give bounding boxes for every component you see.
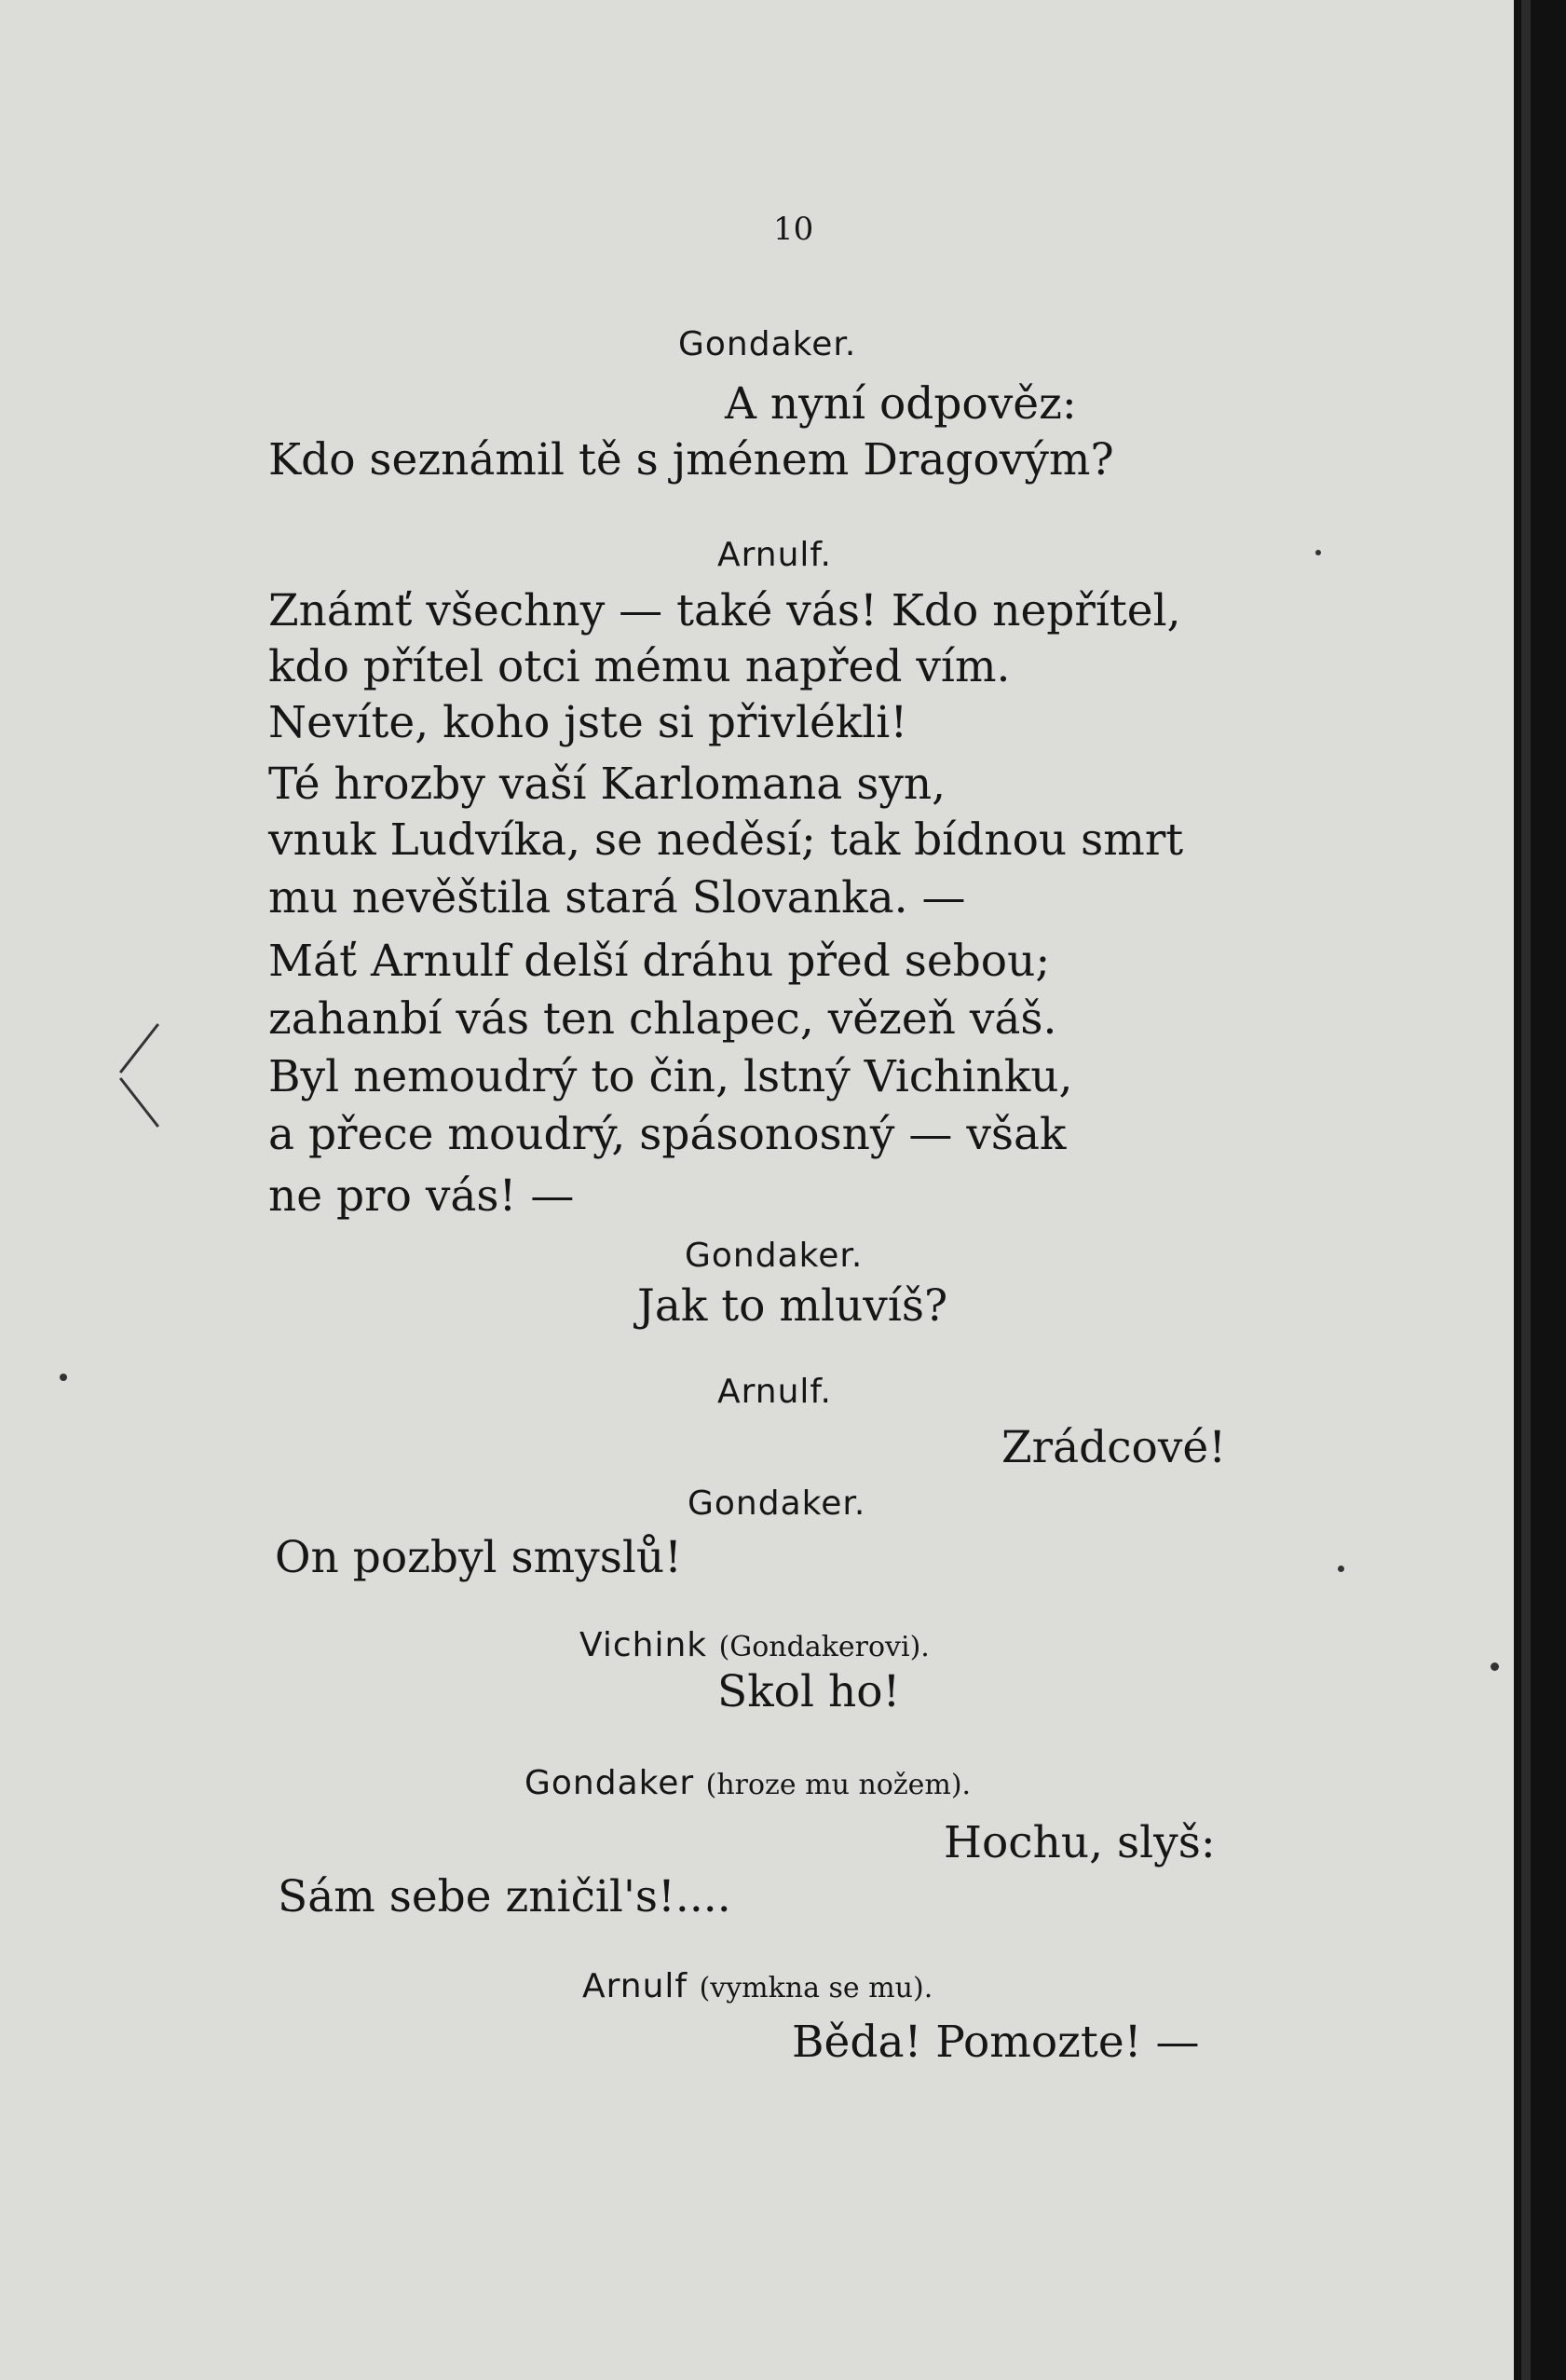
- verse-line: Hochu, slyš:: [944, 1817, 1216, 1868]
- speaker-label: Gondaker.: [678, 325, 857, 363]
- speaker-name: Arnulf: [582, 1967, 688, 2005]
- verse-line: Máť Arnulf delší dráhu před sebou;: [268, 936, 1051, 987]
- verse-line: kdo přítel otci mému napřed vím.: [268, 641, 1011, 692]
- verse-line: Známť všechny — také vás! Kdo nepřítel,: [268, 585, 1181, 636]
- speck: [1338, 1566, 1344, 1572]
- speaker-name: Vichink: [579, 1626, 708, 1664]
- verse-line: Té hrozby vaší Karlomana syn,: [268, 759, 946, 810]
- verse-line: Kdo seznámil tě s jménem Dragovým?: [268, 434, 1114, 486]
- verse-line: vnuk Ludvíka, se neděsí; tak bídnou smrt: [268, 814, 1184, 866]
- margin-mark: [119, 1023, 159, 1074]
- speck: [1315, 550, 1321, 555]
- verse-line: ne pro vás! —: [268, 1170, 575, 1222]
- verse-line: a přece moudrý, spásonosný — však: [268, 1109, 1067, 1160]
- speaker-label: Gondaker.: [685, 1237, 864, 1275]
- verse-line: Zrádcové!: [1001, 1422, 1227, 1473]
- speaker-name: Gondaker: [524, 1764, 695, 1802]
- speaker-label: Gondaker.: [688, 1484, 866, 1523]
- page-number: 10: [773, 211, 814, 248]
- speck: [1491, 1662, 1499, 1671]
- verse-line: A nyní odpověz:: [725, 378, 1077, 430]
- stage-direction: (hroze mu nožem).: [705, 1769, 972, 1801]
- verse-line: Jak to mluvíš?: [637, 1280, 948, 1332]
- page-edge: [1514, 0, 1566, 2380]
- speaker-label: [582, 1967, 933, 2005]
- verse-line: Běda! Pomozte! —: [792, 2017, 1200, 2068]
- speaker-label: [524, 1764, 972, 1802]
- verse-line: Nevíte, koho jste si přivlékli!: [268, 697, 908, 748]
- verse-line: mu nevěštila stará Slovanka. —: [268, 872, 966, 923]
- verse-line: On pozbyl smyslů!: [275, 1532, 683, 1583]
- stage-direction: (Gondakerovi).: [718, 1631, 930, 1663]
- verse-line: Sám sebe zničil's!....: [278, 1871, 731, 1922]
- speaker-label: [579, 1626, 930, 1664]
- speck: [60, 1374, 67, 1381]
- verse-line: Skol ho!: [717, 1666, 901, 1717]
- verse-line: Byl nemoudrý to čin, lstný Vichinku,: [268, 1051, 1073, 1102]
- speaker-label: Arnulf.: [717, 1373, 832, 1411]
- verse-line: zahanbí vás ten chlapec, vězeň váš.: [268, 993, 1057, 1045]
- stage-direction: (vymkna se mu).: [699, 1972, 933, 2004]
- margin-mark: [119, 1077, 159, 1128]
- speaker-label: Arnulf.: [717, 536, 832, 574]
